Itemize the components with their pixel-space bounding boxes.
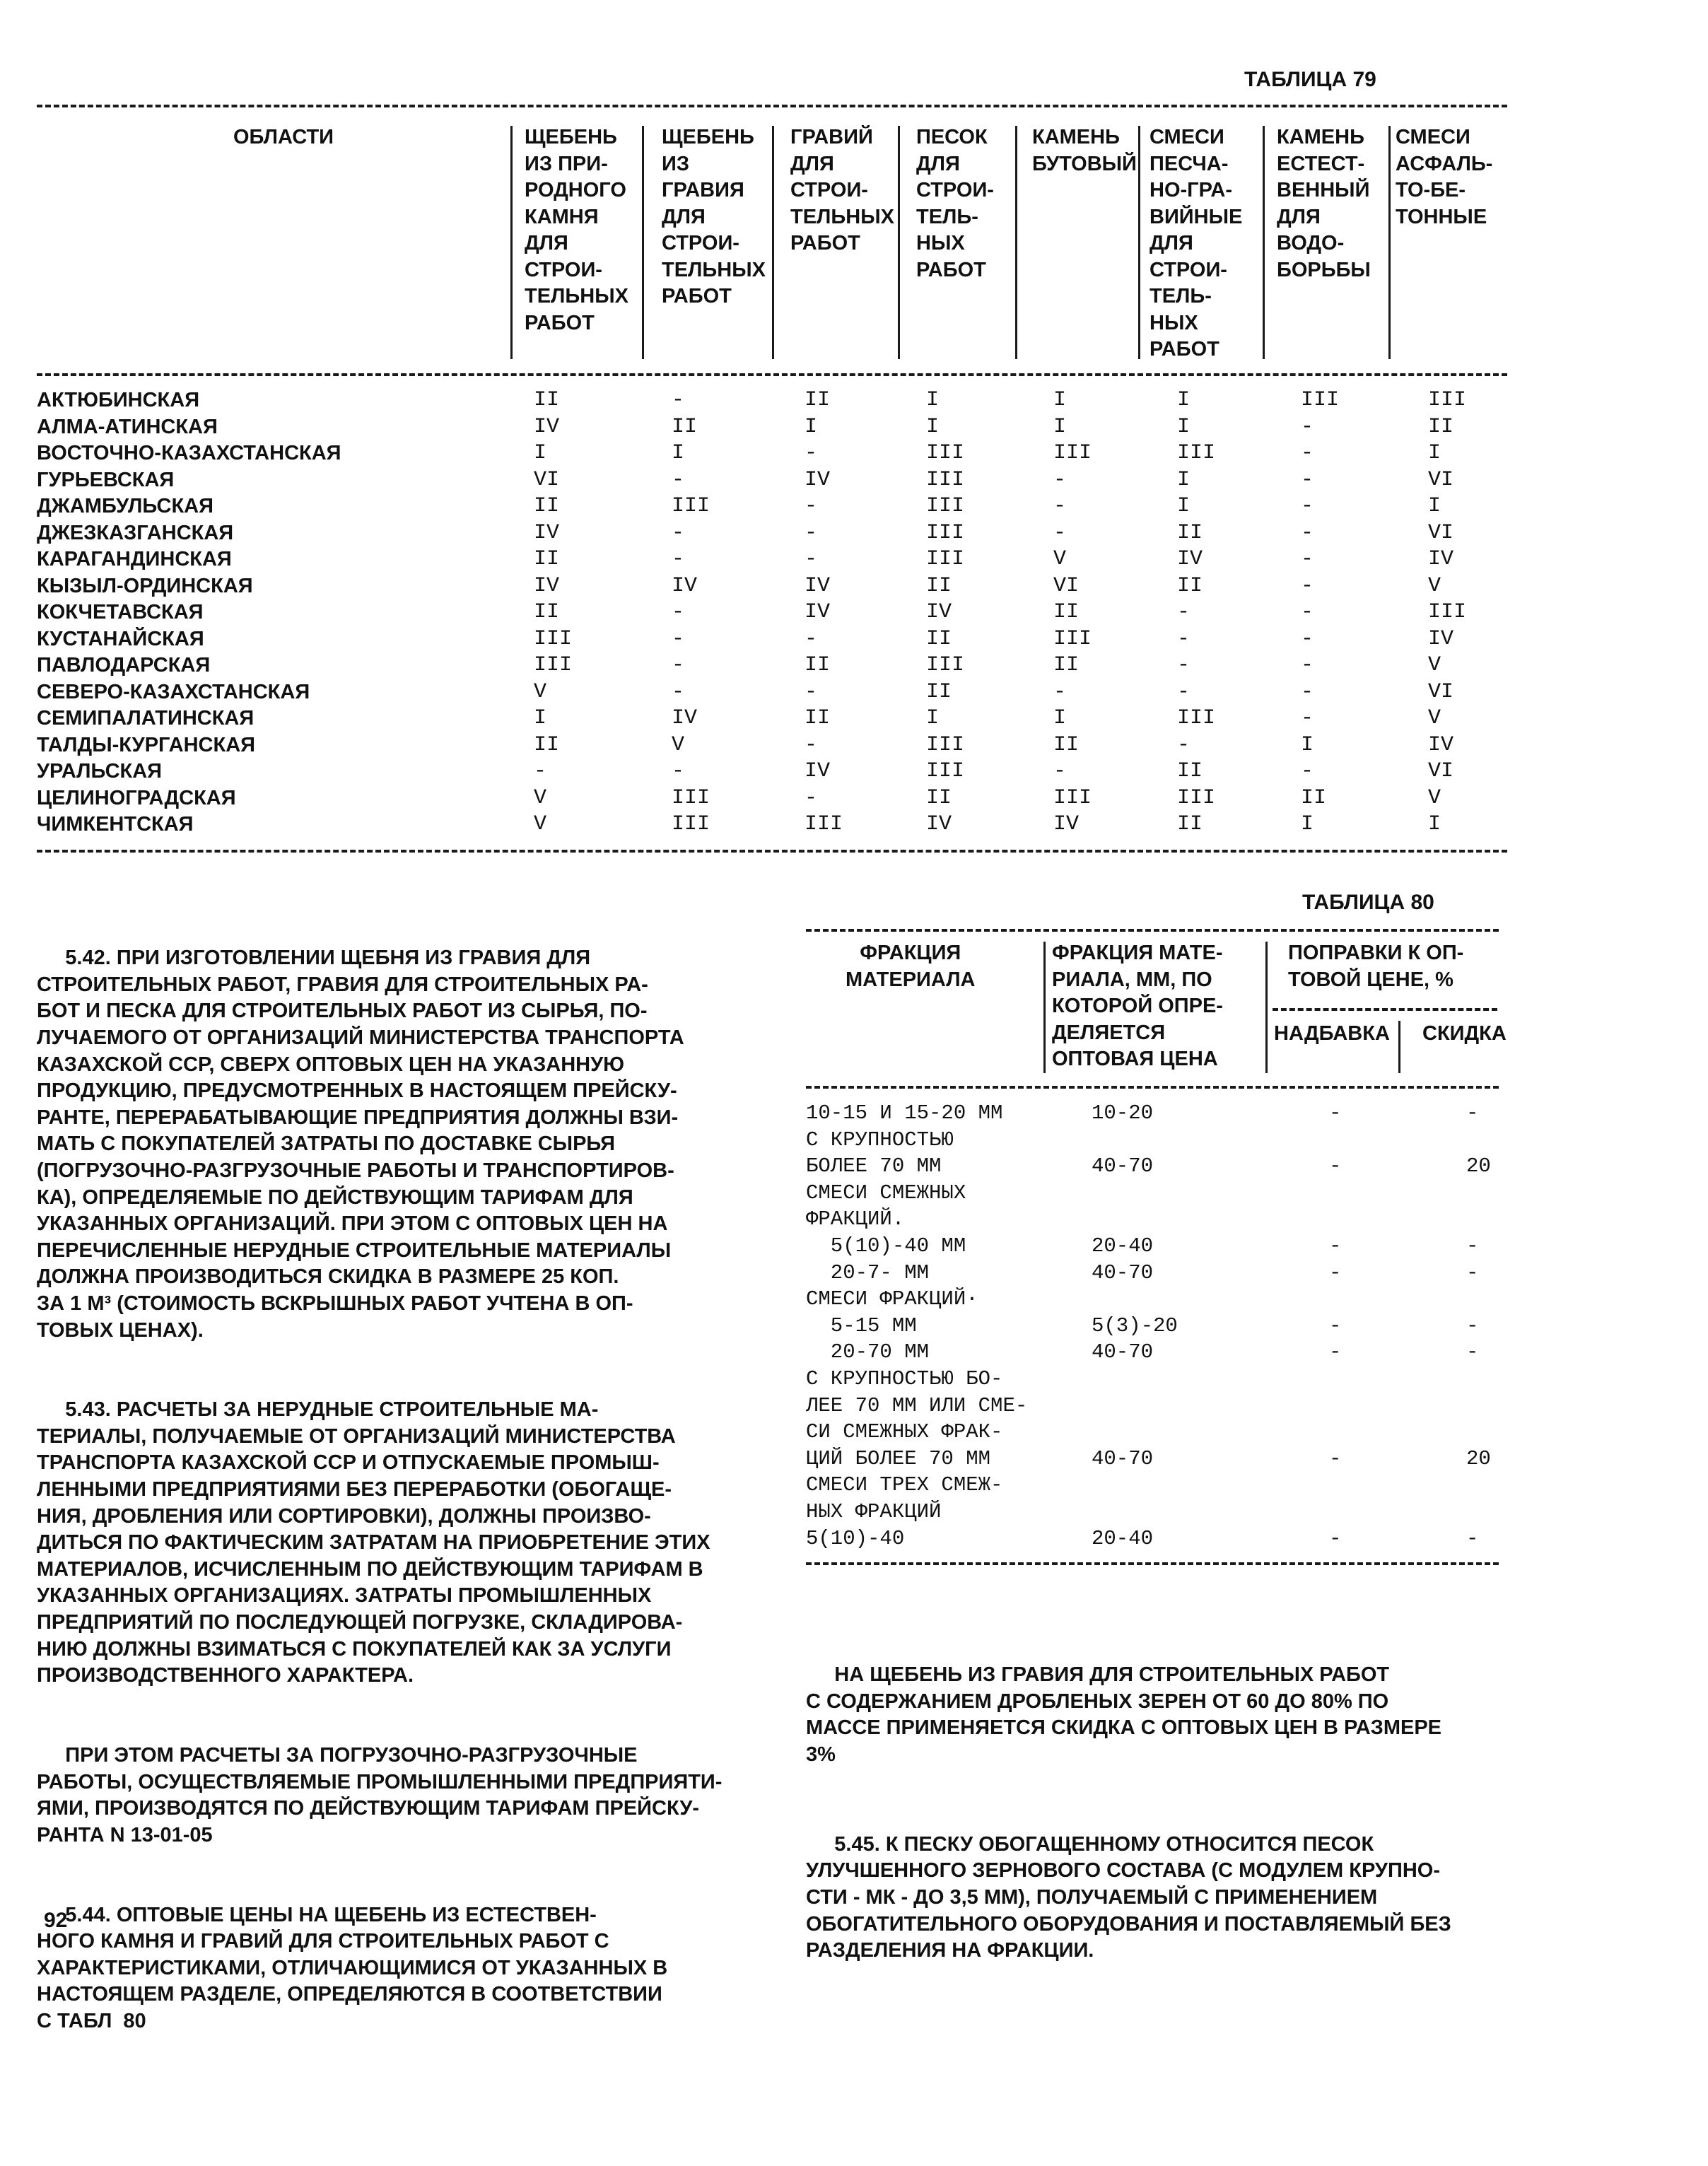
t80-header-discount: СКИДКА xyxy=(1422,1022,1507,1045)
table-row xyxy=(37,652,1507,679)
category-cell: IV xyxy=(805,467,831,492)
region-name: КАРАГАНДИНСКАЯ xyxy=(37,548,232,570)
category-cell: V xyxy=(1053,547,1067,571)
region-name: АЛМА-АТИНСКАЯ xyxy=(37,415,218,438)
t79-col-divider xyxy=(1388,126,1391,359)
base-fraction-cell: 10-20 xyxy=(1092,1101,1154,1125)
base-fraction-cell: 20-40 xyxy=(1092,1526,1154,1550)
category-cell: II xyxy=(1177,520,1203,545)
discount-cell: - xyxy=(1466,1234,1479,1258)
category-cell: - xyxy=(672,467,685,492)
page-number: 92 xyxy=(44,1909,68,1932)
region-name: СЕМИПАЛАТИНСКАЯ xyxy=(37,707,255,730)
category-cell: I xyxy=(1428,441,1441,465)
fraction-cell: С КРУПНОСТЬЮ БО- xyxy=(806,1366,1003,1391)
category-cell: II xyxy=(1053,732,1080,757)
table-80-body xyxy=(806,1100,1499,1552)
paragraph-text: К ПЕСКУ ОБОГАЩЕННОМУ ОТНОСИТСЯ ПЕСОК УЛУЧШЕННОГО ЗЕРНОВОГО СОСТАВА (С МОДУЛЕМ КРУПНО- СТИ - МК - ДО 3,5 ММ), ПОЛУЧАЕМЫЙ С ПРИМЕНЕНИЕМ ОБОГАТИТЕЛЬНОГО ОБОРУДОВАНИЯ И ПОСТАВЛЯЕМЫЙ БЕЗ РАЗДЕЛЕНИЯ НА ФРАКЦИИ. xyxy=(806,1832,1451,1962)
paragraph-text: ПРИ ЭТОМ РАСЧЕТЫ ЗА ПОГРУЗОЧНО-РАЗГРУЗОЧНЫЕ РАБОТЫ, ОСУЩЕСТВЛЯЕМЫЕ ПРОМЫШЛЕННЫМИ ПРЕДПРИЯТИ- ЯМИ, ПРОИЗВОДЯТСЯ ПО ДЕЙСТВУЮЩИМ ТАРИФАМ ПРЕЙСКУ- РАНТА N 13-01-05 xyxy=(37,1744,723,1846)
fraction-cell: СМЕСИ СМЕЖНЫХ xyxy=(806,1181,966,1205)
category-cell: - xyxy=(805,441,818,465)
table-row xyxy=(37,812,1507,838)
category-cell: V xyxy=(1428,653,1441,677)
category-cell: I xyxy=(672,441,685,465)
fraction-cell: СИ СМЕЖНЫХ ФРАК- xyxy=(806,1420,1003,1444)
category-cell: II xyxy=(926,573,952,598)
category-cell: I xyxy=(1428,812,1441,836)
table-row xyxy=(806,1366,1499,1393)
category-cell: I xyxy=(805,414,818,439)
region-name: ВОСТОЧНО-КАЗАХСТАНСКАЯ xyxy=(37,442,341,464)
category-cell: IV xyxy=(534,520,560,545)
paragraph-number: 5.43. xyxy=(65,1398,111,1422)
category-cell: V xyxy=(1428,706,1441,730)
t80-header-base-fraction: ФРАКЦИЯ МАТЕ- РИАЛА, ММ, ПО КОТОРОЙ ОПРЕ- ДЕЛЯЕТСЯ ОПТОВАЯ ЦЕНА xyxy=(1052,942,1223,1071)
table-80-caption: ТАБЛИЦА 80 xyxy=(1302,891,1434,914)
category-cell: III xyxy=(1177,441,1216,465)
region-name: СЕВЕРО-КАЗАХСТАНСКАЯ xyxy=(37,680,310,703)
region-name: УРАЛЬСКАЯ xyxy=(37,760,163,783)
table-row xyxy=(806,1499,1499,1526)
category-cell: IV xyxy=(672,573,698,598)
t79-header-gravel-crushed: ЩЕБЕНЬ ИЗ ГРАВИЯ ДЛЯ СТРОИ- ТЕЛЬНЫХ РАБОТ xyxy=(662,126,766,308)
fraction-cell: 5-15 ММ xyxy=(806,1313,917,1337)
category-cell: V xyxy=(534,812,547,836)
category-cell: III xyxy=(926,759,965,783)
category-cell: - xyxy=(1053,759,1067,783)
discount-cell: - xyxy=(1466,1340,1479,1364)
category-cell: - xyxy=(672,653,685,677)
category-cell: - xyxy=(1053,494,1067,518)
table-80-top-rule xyxy=(806,929,1499,932)
category-cell: IV xyxy=(1428,732,1454,757)
paragraph-number: 5.42. xyxy=(65,947,111,970)
category-cell: - xyxy=(1301,467,1314,492)
category-cell: IV xyxy=(1428,626,1454,651)
category-cell: III xyxy=(805,812,843,836)
table-row xyxy=(806,1233,1499,1260)
paragraph-5-43 xyxy=(37,1397,722,1690)
category-cell: I xyxy=(1053,388,1067,412)
discount-cell: - xyxy=(1466,1526,1479,1550)
markup-cell: - xyxy=(1329,1154,1342,1178)
t79-col-divider xyxy=(772,126,774,359)
category-cell: - xyxy=(1301,679,1314,704)
category-cell: - xyxy=(1053,467,1067,492)
table-row xyxy=(37,546,1507,573)
category-cell: III xyxy=(1428,388,1467,412)
category-cell: I xyxy=(1177,467,1191,492)
region-name: ПАВЛОДАРСКАЯ xyxy=(37,654,211,677)
markup-cell: - xyxy=(1329,1260,1342,1284)
fraction-cell: ЦИЙ БОЛЕЕ 70 ММ xyxy=(806,1446,991,1470)
category-cell: I xyxy=(1053,706,1067,730)
category-cell: IV xyxy=(1177,547,1203,571)
category-cell: - xyxy=(1301,414,1314,439)
category-cell: I xyxy=(1428,494,1441,518)
category-cell: II xyxy=(805,388,831,412)
category-cell: II xyxy=(926,679,952,704)
category-cell: - xyxy=(805,494,818,518)
category-cell: II xyxy=(1053,600,1080,624)
t79-header-regions: ОБЛАСТИ xyxy=(233,126,334,148)
region-name: КУСТАНАЙСКАЯ xyxy=(37,627,204,650)
paragraph-5-45 xyxy=(806,1832,1451,1965)
category-cell: III xyxy=(926,520,965,545)
category-cell: III xyxy=(926,441,965,465)
category-cell: I xyxy=(926,388,940,412)
table-row xyxy=(806,1127,1499,1154)
category-cell: II xyxy=(534,388,560,412)
table-80-bottom-rule xyxy=(806,1562,1499,1565)
category-cell: III xyxy=(926,467,965,492)
category-cell: II xyxy=(805,706,831,730)
category-cell: IV xyxy=(926,600,952,624)
paragraph-text: ПРИ ИЗГОТОВЛЕНИИ ЩЕБНЯ ИЗ ГРАВИЯ ДЛЯ СТРОИТЕЛЬНЫХ РАБОТ, ГРАВИЯ ДЛЯ СТРОИТЕЛЬНЫХ РА- БОТ И ПЕСКА ДЛЯ СТРОИТЕЛЬНЫХ РАБОТ ИЗ СЫРЬЯ, ПО- ЛУЧАЕМОГО ОТ ОРГАНИЗАЦИЙ МИНИСТЕРСТВА ТРАНСПОРТА КАЗАХСКОЙ ССР, СВЕРХ ОПТОВЫХ ЦЕН НА УКАЗАННУЮ ПРОДУКЦИЮ, ПРЕДУСМОТРЕННЫХ В НАСТОЯЩЕМ ПРЕЙСКУ- РАНТЕ, ПЕРЕРАБАТЫВАЮЩИЕ ПРЕДПРИЯТИЯ ДОЛЖНЫ ВЗИ- МАТЬ С ПОКУПАТЕЛЕЙ ЗАТРАТЫ ПО ДОСТАВКЕ СЫРЬЯ (ПОГРУЗОЧНО-РАЗГРУЗОЧНЫЕ РАБОТЫ И ТРАНСПОРТИРОВ- КА), ОПРЕДЕЛЯЕМЫЕ ПО ДЕЙСТВУЮЩИМ ТАРИФАМ ДЛЯ УКАЗАННЫХ ОРГАНИЗАЦИЙ. ПРИ ЭТОМ С ОПТОВЫХ ЦЕН НА ПЕРЕЧИСЛЕННЫЕ НЕРУДНЫЕ СТРОИТЕЛЬНЫЕ МАТЕРИАЛЫ ДОЛЖНА ПРОИЗВОДИТЬСЯ СКИДКА В РАЗМЕРЕ 25 КОП. ЗА 1 М³ (СТОИМОСТЬ ВСКРЫШНЫХ РАБОТ УЧТЕНА В ОП- ТОВЫХ ЦЕНАХ). xyxy=(37,947,684,1342)
table-row xyxy=(806,1446,1499,1473)
paragraph-text: РАСЧЕТЫ ЗА НЕРУДНЫЕ СТРОИТЕЛЬНЫЕ МА- ТЕРИАЛЫ, ПОЛУЧАЕМЫЕ ОТ ОРГАНИЗАЦИЙ МИНИСТЕРСТВА ТРАНСПОРТА КАЗАХСКОЙ ССР И ОТПУСКАЕМЫЕ ПРОМЫШ- ЛЕННЫМИ ПРЕДПРИЯТИЯМИ БЕЗ ПЕРЕРАБОТКИ (ОБОГАЩЕ- НИЯ, ДРОБЛЕНИЯ ИЛИ СОРТИРОВКИ), ДОЛЖНЫ ПРОИЗВО- ДИТЬСЯ ПО ФАКТИЧЕСКИМ ЗАТРАТАМ НА ПРИОБРЕТЕНИЕ ЭТИХ МАТЕРИАЛОВ, ИСЧИСЛЕННЫМ ПО ДЕЙСТВУЮЩИМ ТАРИФАМ В УКАЗАННЫХ ОРГАНИЗАЦИЯХ. ЗАТРАТЫ ПРОМЫШЛЕННЫХ ПРЕДПРИЯТИЙ ПО ПОСЛЕДУЮЩЕЙ ПОГРУЗКЕ, СКЛАДИРОВА- НИЮ ДОЛЖНЫ ВЗИМАТЬСЯ С ПОКУПАТЕЛЕЙ КАК ЗА УСЛУГИ ПРОИЗВОДСТВЕННОГО ХАРАКТЕРА. xyxy=(37,1398,710,1687)
left-text-column xyxy=(37,892,722,2088)
category-cell: - xyxy=(672,626,685,651)
region-name: ДЖАМБУЛЬСКАЯ xyxy=(37,495,214,517)
paragraph-text: ОПТОВЫЕ ЦЕНЫ НА ЩЕБЕНЬ ИЗ ЕСТЕСТВЕН- НОГО КАМНЯ И ГРАВИЙ ДЛЯ СТРОИТЕЛЬНЫХ РАБОТ С ХАРАКТЕРИСТИКАМИ, ОТЛИЧАЮЩИМИСЯ ОТ УКАЗАННЫХ В НАСТОЯЩЕМ РАЗДЕЛЕ, ОПРЕДЕЛЯЮТСЯ В СООТВЕТСТВИИ С ТАБЛ 80 xyxy=(37,1903,668,2032)
category-cell: - xyxy=(1177,600,1191,624)
table-row xyxy=(37,440,1507,467)
base-fraction-cell: 40-70 xyxy=(1092,1446,1154,1470)
region-name: ТАЛДЫ-КУРГАНСКАЯ xyxy=(37,733,255,756)
category-cell: II xyxy=(1301,785,1327,810)
discount-cell: - xyxy=(1466,1313,1479,1337)
category-cell: II xyxy=(805,653,831,677)
category-cell: I xyxy=(1177,494,1191,518)
t79-header-natural-stone: КАМЕНЬ ЕСТЕСТ- ВЕННЫЙ ДЛЯ ВОДО- БОРЬБЫ xyxy=(1277,126,1371,281)
category-cell: IV xyxy=(534,414,560,439)
category-cell: - xyxy=(1301,573,1314,598)
category-cell: VI xyxy=(1053,573,1080,598)
category-cell: V xyxy=(1428,573,1441,598)
category-cell: - xyxy=(1301,626,1314,651)
category-cell: IV xyxy=(1053,812,1080,836)
category-cell: V xyxy=(534,679,547,704)
category-cell: III xyxy=(534,653,573,677)
category-cell: III xyxy=(534,626,573,651)
table-row xyxy=(806,1153,1499,1180)
fraction-cell: СМЕСИ ФРАКЦИЙ· xyxy=(806,1287,978,1311)
category-cell: III xyxy=(926,547,965,571)
category-cell: IV xyxy=(1428,547,1454,571)
paragraph-number: 5.45. xyxy=(834,1832,880,1856)
table-row xyxy=(806,1313,1499,1340)
t79-col-divider xyxy=(510,126,513,359)
base-fraction-cell: 40-70 xyxy=(1092,1260,1154,1284)
category-cell: - xyxy=(805,785,818,810)
region-name: ДЖЕЗКАЗГАНСКАЯ xyxy=(37,521,234,544)
markup-cell: - xyxy=(1329,1101,1342,1125)
table-row xyxy=(37,387,1507,414)
category-cell: II xyxy=(534,732,560,757)
category-cell: - xyxy=(805,679,818,704)
table-row xyxy=(37,599,1507,626)
base-fraction-cell: 40-70 xyxy=(1092,1340,1154,1364)
category-cell: III xyxy=(926,494,965,518)
category-cell: - xyxy=(1301,520,1314,545)
category-cell: IV xyxy=(926,812,952,836)
category-cell: V xyxy=(672,732,685,757)
category-cell: II xyxy=(534,547,560,571)
t79-header-asphalt: СМЕСИ АСФАЛЬ- ТО-БЕ- ТОННЫЕ xyxy=(1396,126,1493,228)
fraction-cell: 5(10)-40 xyxy=(806,1526,905,1550)
category-cell: VI xyxy=(1428,467,1454,492)
category-cell: I xyxy=(926,706,940,730)
category-cell: III xyxy=(672,812,710,836)
region-name: АКТЮБИНСКАЯ xyxy=(37,389,200,411)
category-cell: II xyxy=(1428,414,1454,439)
category-cell: I xyxy=(1301,732,1314,757)
category-cell: II xyxy=(534,494,560,518)
category-cell: - xyxy=(1301,494,1314,518)
table-row xyxy=(37,493,1507,520)
category-cell: VI xyxy=(1428,679,1454,704)
base-fraction-cell: 5(3)-20 xyxy=(1092,1313,1178,1337)
table-79-top-rule xyxy=(37,105,1507,107)
category-cell: II xyxy=(926,626,952,651)
category-cell: - xyxy=(1301,441,1314,465)
category-cell: II xyxy=(1177,759,1203,783)
category-cell: - xyxy=(805,732,818,757)
markup-cell: - xyxy=(1329,1313,1342,1337)
table-row xyxy=(806,1393,1499,1419)
category-cell: III xyxy=(926,732,965,757)
paragraph-text: НА ЩЕБЕНЬ ИЗ ГРАВИЯ ДЛЯ СТРОИТЕЛЬНЫХ РАБОТ С СОДЕРЖАНИЕМ ДРОБЛЕНЫХ ЗЕРЕН ОТ 60 ДО 80% ПО МАССЕ ПРИМЕНЯЕТСЯ СКИДКА С ОПТОВЫХ ЦЕН В РАЗМЕРЕ 3% xyxy=(806,1663,1442,1766)
category-cell: I xyxy=(1301,812,1314,836)
category-cell: III xyxy=(926,653,965,677)
fraction-cell: СМЕСИ ТРЕХ СМЕЖ- xyxy=(806,1473,1003,1497)
table-row xyxy=(806,1180,1499,1207)
markup-cell: - xyxy=(1329,1340,1342,1364)
paragraph-5-42 xyxy=(37,945,722,1344)
markup-cell: - xyxy=(1329,1446,1342,1470)
table-79-header-rule xyxy=(37,373,1507,376)
discount-cell: - xyxy=(1466,1101,1479,1125)
category-cell: - xyxy=(1301,759,1314,783)
category-cell: III xyxy=(672,494,710,518)
t80-col-divider xyxy=(1265,942,1268,1073)
fraction-cell: 20-70 ММ xyxy=(806,1340,930,1364)
category-cell: II xyxy=(1177,573,1203,598)
category-cell: - xyxy=(672,520,685,545)
fraction-cell: ЛЕЕ 70 ММ ИЛИ СМЕ- xyxy=(806,1393,1028,1417)
category-cell: II xyxy=(672,414,698,439)
table-79-caption: ТАБЛИЦА 79 xyxy=(1244,68,1376,91)
category-cell: III xyxy=(1053,785,1092,810)
base-fraction-cell: 20-40 xyxy=(1092,1234,1154,1258)
category-cell: - xyxy=(1177,732,1191,757)
table-row xyxy=(806,1260,1499,1287)
category-cell: - xyxy=(672,547,685,571)
category-cell: - xyxy=(672,679,685,704)
t80-col-divider xyxy=(1398,1021,1400,1073)
table-79-bottom-rule xyxy=(37,850,1507,853)
table-row xyxy=(37,520,1507,547)
category-cell: I xyxy=(1177,414,1191,439)
region-name: КЫЗЫЛ-ОРДИНСКАЯ xyxy=(37,574,253,597)
t79-col-divider xyxy=(642,126,644,359)
t80-subheader-rule xyxy=(1273,1008,1497,1011)
category-cell: - xyxy=(1177,653,1191,677)
fraction-cell: 10-15 И 15-20 ММ xyxy=(806,1101,1003,1125)
category-cell: - xyxy=(672,759,685,783)
category-cell: - xyxy=(672,388,685,412)
category-cell: I xyxy=(1053,414,1067,439)
table-80-note xyxy=(806,1662,1451,1768)
category-cell: I xyxy=(534,441,547,465)
category-cell: IV xyxy=(534,573,560,598)
category-cell: III xyxy=(1301,388,1340,412)
markup-cell: - xyxy=(1329,1526,1342,1550)
category-cell: - xyxy=(805,626,818,651)
t80-header-corrections: ПОПРАВКИ К ОП- ТОВОЙ ЦЕНЕ, % xyxy=(1288,942,1464,991)
t79-header-sand-gravel: СМЕСИ ПЕСЧА- НО-ГРА- ВИЙНЫЕ ДЛЯ СТРОИ- ТЕЛЬ- НЫХ РАБОТ xyxy=(1150,126,1243,361)
fraction-cell: С КРУПНОСТЬЮ xyxy=(806,1128,954,1152)
category-cell: IV xyxy=(805,573,831,598)
category-cell: I xyxy=(534,706,547,730)
category-cell: II xyxy=(926,785,952,810)
region-name: ЧИМКЕНТСКАЯ xyxy=(37,813,194,836)
category-cell: II xyxy=(1177,812,1203,836)
category-cell: - xyxy=(1301,653,1314,677)
t79-header-sand: ПЕСОК ДЛЯ СТРОИ- ТЕЛЬ- НЫХ РАБОТ xyxy=(916,126,994,281)
category-cell: III xyxy=(1428,600,1467,624)
table-row xyxy=(37,467,1507,494)
right-text-column xyxy=(806,1609,1451,2018)
t80-header-fraction: ФРАКЦИЯ МАТЕРИАЛА xyxy=(846,942,976,991)
category-cell: I xyxy=(926,414,940,439)
category-cell: - xyxy=(805,547,818,571)
t79-col-divider xyxy=(1138,126,1140,359)
markup-cell: - xyxy=(1329,1234,1342,1258)
table-row xyxy=(806,1339,1499,1366)
category-cell: V xyxy=(1428,785,1441,810)
category-cell: IV xyxy=(672,706,698,730)
category-cell: III xyxy=(1053,626,1092,651)
table-row xyxy=(806,1472,1499,1499)
category-cell: - xyxy=(1301,547,1314,571)
table-row xyxy=(806,1206,1499,1233)
t79-header-crushed-stone: ЩЕБЕНЬ ИЗ ПРИ- РОДНОГО КАМНЯ ДЛЯ СТРОИ- ТЕЛЬНЫХ РАБОТ xyxy=(525,126,628,334)
t80-col-divider xyxy=(1043,942,1046,1073)
category-cell: III xyxy=(1177,785,1216,810)
table-row xyxy=(37,414,1507,441)
category-cell: - xyxy=(1053,520,1067,545)
table-row xyxy=(37,785,1507,812)
category-cell: VI xyxy=(1428,520,1454,545)
category-cell: III xyxy=(1177,706,1216,730)
paragraph-number: 5.44. xyxy=(65,1903,111,1926)
category-cell: - xyxy=(1301,706,1314,730)
base-fraction-cell: 40-70 xyxy=(1092,1154,1154,1178)
category-cell: II xyxy=(1053,653,1080,677)
category-cell: IV xyxy=(805,600,831,624)
discount-cell: 20 xyxy=(1466,1154,1491,1178)
fraction-cell: НЫХ ФРАКЦИЙ xyxy=(806,1499,942,1523)
region-name: ЦЕЛИНОГРАДСКАЯ xyxy=(37,786,236,809)
category-cell: - xyxy=(534,759,547,783)
t79-header-gravel: ГРАВИЙ ДЛЯ СТРОИ- ТЕЛЬНЫХ РАБОТ xyxy=(790,126,894,254)
discount-cell: - xyxy=(1466,1260,1479,1284)
table-row xyxy=(37,626,1507,653)
category-cell: I xyxy=(1177,388,1191,412)
category-cell: VI xyxy=(534,467,560,492)
category-cell: V xyxy=(534,785,547,810)
region-name: ГУРЬЕВСКАЯ xyxy=(37,468,175,491)
table-row xyxy=(806,1286,1499,1313)
category-cell: - xyxy=(1053,679,1067,704)
table-row xyxy=(37,759,1507,785)
paragraph-5-43-cont xyxy=(37,1743,722,1849)
table-79-body xyxy=(37,387,1507,838)
fraction-cell: БОЛЕЕ 70 ММ xyxy=(806,1154,942,1178)
fraction-cell: ФРАКЦИЙ. xyxy=(806,1207,905,1231)
discount-cell: 20 xyxy=(1466,1446,1491,1470)
category-cell: VI xyxy=(1428,759,1454,783)
table-row xyxy=(806,1419,1499,1446)
table-row xyxy=(37,706,1507,732)
table-row xyxy=(37,732,1507,759)
t79-col-divider xyxy=(1015,126,1017,359)
table-80-header-rule xyxy=(806,1086,1499,1089)
table-row xyxy=(37,679,1507,706)
category-cell: - xyxy=(672,600,685,624)
category-cell: - xyxy=(1301,600,1314,624)
fraction-cell: 20-7- ММ xyxy=(806,1260,930,1284)
table-row xyxy=(37,573,1507,600)
category-cell: II xyxy=(534,600,560,624)
t80-header-markup: НАДБАВКА xyxy=(1274,1022,1390,1045)
table-row xyxy=(806,1526,1499,1552)
region-name: КОКЧЕТАВСКАЯ xyxy=(37,601,204,624)
paragraph-5-44 xyxy=(37,1902,722,2035)
category-cell: - xyxy=(805,520,818,545)
category-cell: III xyxy=(1053,441,1092,465)
category-cell: - xyxy=(1177,626,1191,651)
t79-col-divider xyxy=(898,126,900,359)
table-row xyxy=(806,1100,1499,1127)
t79-header-rubble: КАМЕНЬ БУТОВЫЙ xyxy=(1032,126,1137,175)
t79-col-divider xyxy=(1263,126,1265,359)
category-cell: IV xyxy=(805,759,831,783)
fraction-cell: 5(10)-40 ММ xyxy=(806,1234,966,1258)
category-cell: III xyxy=(672,785,710,810)
category-cell: - xyxy=(1177,679,1191,704)
